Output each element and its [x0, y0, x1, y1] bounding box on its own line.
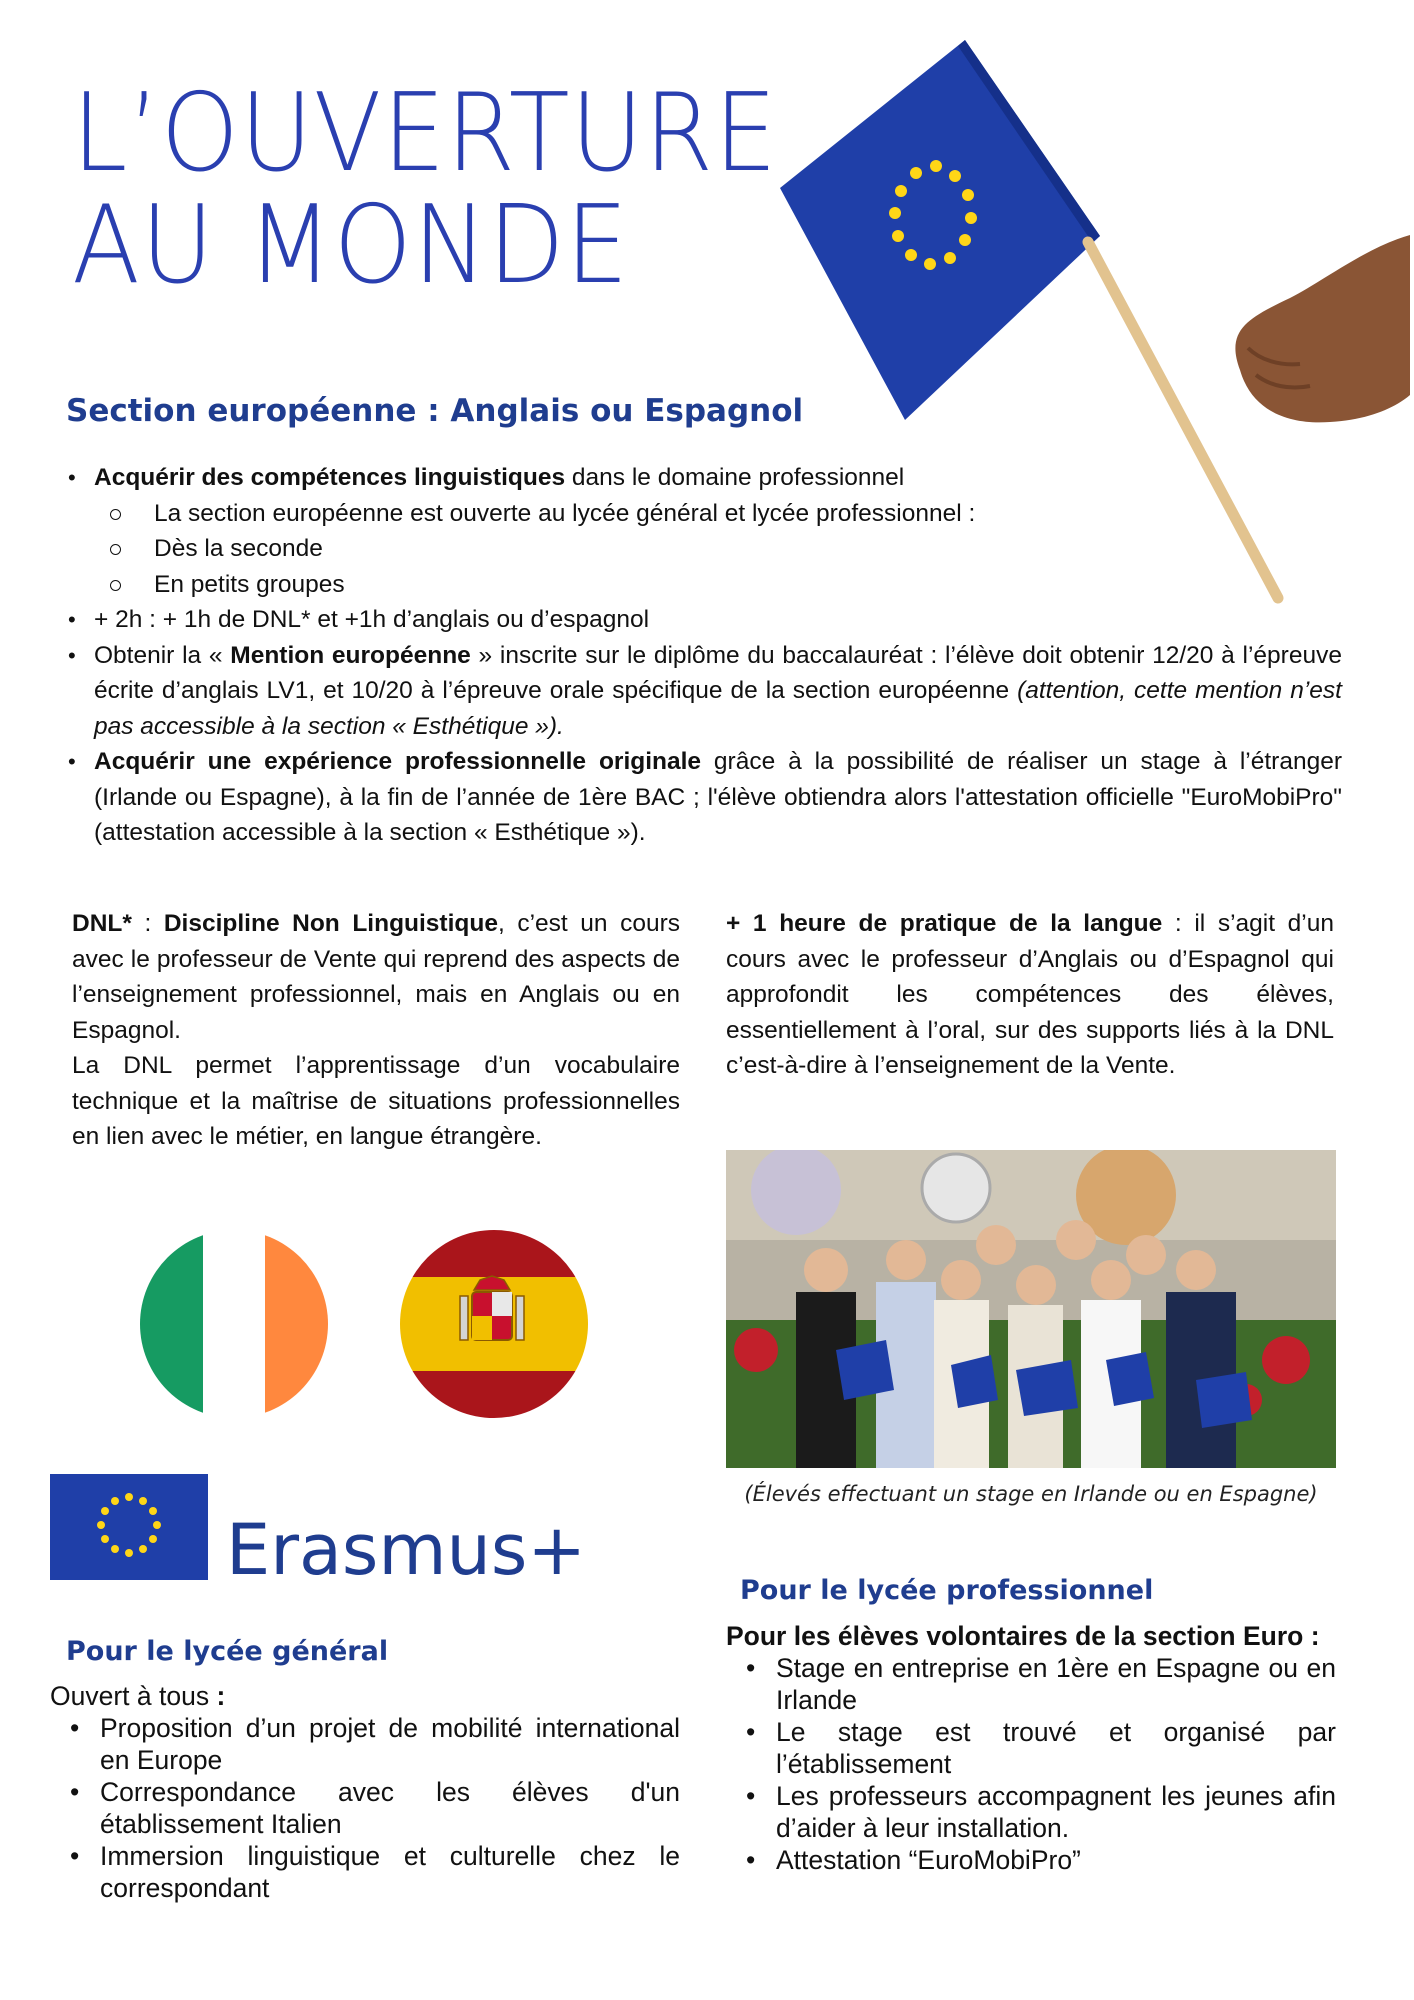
list-item: • Le stage est trouvé et organisé par l’établissement	[726, 1716, 1336, 1780]
dnl-text-2: La DNL permet l’apprentissage d’un vocabulaire technique et la maîtrise de situations professionnelles en lien avec le métier, en langue étrangère.	[72, 1052, 680, 1150]
sub-list-item: En petits groupes	[110, 567, 1342, 603]
lycee-professionnel-heading: Pour le lycée professionnel	[740, 1575, 1154, 1606]
heure-bold: + 1 heure de pratique de la langue	[726, 910, 1163, 937]
list-item: • Attestation “EuroMobiPro”	[726, 1844, 1336, 1876]
lycee-general-intro	[50, 1680, 680, 1712]
erasmus-logo-text: Erasmus+	[226, 1509, 587, 1584]
list-item: • Proposition d’un projet de mobilité international en Europe	[50, 1712, 680, 1776]
list-item	[66, 744, 1342, 851]
list-item	[66, 460, 1342, 602]
spain-flag-icon	[400, 1230, 588, 1418]
list-item	[66, 638, 1342, 745]
section-europeenne-list	[66, 460, 1342, 851]
title-line-2: AU MONDE	[72, 183, 630, 308]
bullet-text: dans le domaine professionnel	[565, 464, 905, 491]
list-item: • Correspondance avec les élèves d'un établissement Italien	[50, 1776, 680, 1840]
bullet-italic: (attention, cette mention n’est pas accessible à la section « Esthétique »).	[94, 677, 1342, 740]
list-item: • + 2h : + 1h de DNL* et +1h d’anglais ou d’espagnol	[66, 602, 1342, 638]
lycee-general-heading: Pour le lycée général	[66, 1636, 389, 1667]
dnl-term: DNL*	[72, 910, 132, 937]
ireland-flag-icon	[140, 1230, 328, 1418]
bullet-text: grâce à la possibilité de réaliser un stage à l’étranger (Irlande ou Espagne), à la fin de l’année de 1ère BAC ; l'élève obtiendra alors l'attestation officielle "EuroMobiPro" (attestation accessible à la section « Esthétique »).	[94, 748, 1342, 846]
intro-text: Ouvert à tous	[50, 1681, 217, 1711]
intro-colon: :	[216, 1681, 226, 1711]
list-item: • Immersion linguistique et culturelle chez le correspondant	[50, 1840, 680, 1904]
heure-text: : il s’agit d’un cours avec le professeur d’Anglais ou d’Espagnol qui approfondit les compétences des élèves, essentiellement à l’oral, sur des supports liés à la DNL c’est-à-dire à l’enseignement de la Vente.	[726, 910, 1334, 1079]
list-item: • Les professeurs accompagnent les jeunes afin d’aider à leur installation.	[726, 1780, 1336, 1844]
bullet-text: Obtenir la «	[94, 641, 231, 669]
lycee-professionnel-intro: Pour les élèves volontaires de la section Euro :	[726, 1621, 1320, 1651]
sub-list-item: La section européenne est ouverte au lycée général et lycée professionnel :	[110, 496, 1342, 532]
bullet-bold: Mention européenne	[230, 641, 471, 669]
list-item: • Stage en entreprise en 1ère en Espagne ou en Irlande	[726, 1652, 1336, 1716]
photo-caption: (Élevés effectuant un stage en Irlande ou en Espagne)	[744, 1482, 1318, 1506]
dnl-term-full: Discipline Non Linguistique	[163, 910, 498, 937]
lycee-professionnel-block	[726, 1620, 1336, 1876]
bullet-text: » inscrite sur le diplôme du baccalauréat : l’élève doit obtenir 12/20 à l’épreuve écrite d’anglais LV1, et 10/20 à l’épreuve orale spécifique de la section européenne	[94, 641, 1342, 704]
section-europeenne-heading: Section européenne : Anglais ou Espagnol	[66, 393, 804, 429]
title-line-1: L’OUVERTURE	[72, 71, 778, 196]
bullet-bold: Acquérir une expérience professionnelle originale	[94, 748, 702, 775]
dnl-paragraph	[72, 906, 680, 1155]
dnl-sep: :	[131, 910, 164, 937]
erasmus-logo	[50, 1474, 590, 1584]
dnl-text: , c’est un cours avec le professeur de Vente qui reprend des aspects de l’enseignement professionnel, mais en Anglais ou en Espagnol.	[72, 910, 681, 1044]
sub-list-item: Dès la seconde	[110, 531, 1342, 567]
bullet-bold: Acquérir des compétences linguistiques	[94, 464, 566, 491]
students-photo	[726, 1150, 1336, 1468]
lycee-general-block	[50, 1680, 680, 1904]
page-title	[72, 71, 778, 308]
heure-paragraph	[726, 906, 1334, 1084]
